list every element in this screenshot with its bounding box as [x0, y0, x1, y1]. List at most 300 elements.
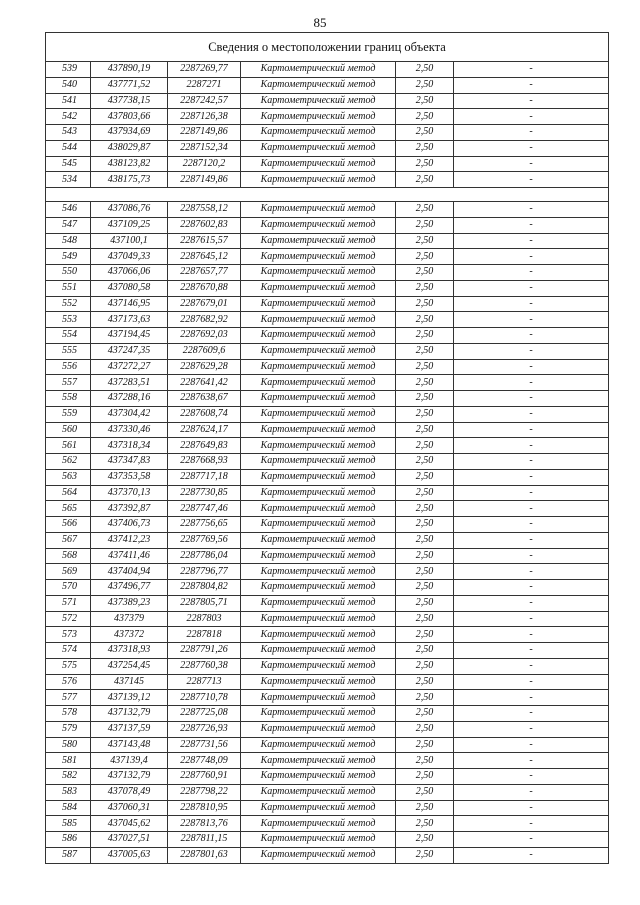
cell-description: - — [454, 109, 609, 125]
cell-coord-x: 437137,59 — [91, 721, 168, 737]
cell-coord-x: 437406,73 — [91, 517, 168, 533]
cell-description: - — [454, 847, 609, 863]
table-row — [46, 406, 609, 422]
cell-point-number: 564 — [46, 485, 91, 501]
table-row — [46, 280, 609, 296]
cell-method: Картометрический метод — [241, 469, 396, 485]
cell-coord-y: 2287638,67 — [168, 391, 241, 407]
cell-description: - — [454, 202, 609, 218]
cell-point-number: 544 — [46, 140, 91, 156]
cell-coord-x: 437412,23 — [91, 532, 168, 548]
table-row — [46, 832, 609, 848]
cell-point-number: 571 — [46, 595, 91, 611]
cell-coord-y: 2287645,12 — [168, 249, 241, 265]
table-row — [46, 156, 609, 172]
cell-point-number: 577 — [46, 690, 91, 706]
cell-precision: 2,50 — [396, 406, 454, 422]
cell-method: Картометрический метод — [241, 422, 396, 438]
cell-coord-y: 2287126,38 — [168, 109, 241, 125]
cell-coord-x: 437086,76 — [91, 202, 168, 218]
cell-coord-x: 438175,73 — [91, 172, 168, 188]
cell-coord-y: 2287796,77 — [168, 564, 241, 580]
cell-precision: 2,50 — [396, 769, 454, 785]
cell-coord-y: 2287682,92 — [168, 312, 241, 328]
cell-description: - — [454, 312, 609, 328]
table-row — [46, 564, 609, 580]
cell-point-number: 541 — [46, 93, 91, 109]
cell-coord-x: 437143,48 — [91, 737, 168, 753]
cell-coord-y: 2287803 — [168, 611, 241, 627]
cell-precision: 2,50 — [396, 784, 454, 800]
cell-point-number: 580 — [46, 737, 91, 753]
cell-coord-x: 437173,63 — [91, 312, 168, 328]
cell-point-number: 552 — [46, 296, 91, 312]
table-row — [46, 706, 609, 722]
table-row — [46, 359, 609, 375]
cell-description: - — [454, 265, 609, 281]
table-row — [46, 690, 609, 706]
table-row — [46, 217, 609, 233]
cell-coord-x: 437109,25 — [91, 217, 168, 233]
table-row — [46, 249, 609, 265]
cell-method: Картометрический метод — [241, 454, 396, 470]
cell-precision: 2,50 — [396, 690, 454, 706]
cell-coord-y: 2287713 — [168, 674, 241, 690]
cell-precision: 2,50 — [396, 532, 454, 548]
table-row — [46, 501, 609, 517]
cell-precision: 2,50 — [396, 627, 454, 643]
cell-description: - — [454, 784, 609, 800]
cell-description: - — [454, 800, 609, 816]
cell-coord-y: 2287748,09 — [168, 753, 241, 769]
cell-method: Картометрический метод — [241, 156, 396, 172]
cell-method: Картометрический метод — [241, 328, 396, 344]
cell-coord-x: 437132,79 — [91, 706, 168, 722]
cell-coord-y: 2287558,12 — [168, 202, 241, 218]
cell-coord-y: 2287269,77 — [168, 62, 241, 78]
cell-coord-y: 2287810,95 — [168, 800, 241, 816]
cell-coord-x: 437194,45 — [91, 328, 168, 344]
cell-description: - — [454, 438, 609, 454]
cell-precision: 2,50 — [396, 359, 454, 375]
cell-point-number: 553 — [46, 312, 91, 328]
cell-coord-x: 437145 — [91, 674, 168, 690]
cell-precision: 2,50 — [396, 249, 454, 265]
cell-coord-x: 437379 — [91, 611, 168, 627]
cell-coord-y: 2287791,26 — [168, 643, 241, 659]
cell-coord-x: 437132,79 — [91, 769, 168, 785]
cell-description: - — [454, 674, 609, 690]
cell-coord-x: 437934,69 — [91, 125, 168, 141]
cell-coord-x: 437372 — [91, 627, 168, 643]
cell-point-number: 542 — [46, 109, 91, 125]
cell-point-number: 557 — [46, 375, 91, 391]
cell-precision: 2,50 — [396, 93, 454, 109]
table-title: Сведения о местоположении границ объекта — [46, 33, 609, 62]
cell-coord-y: 2287798,22 — [168, 784, 241, 800]
cell-precision: 2,50 — [396, 501, 454, 517]
cell-point-number: 561 — [46, 438, 91, 454]
table-row — [46, 580, 609, 596]
cell-precision: 2,50 — [396, 202, 454, 218]
cell-description: - — [454, 406, 609, 422]
cell-precision: 2,50 — [396, 674, 454, 690]
cell-method: Картометрический метод — [241, 172, 396, 188]
table-row — [46, 265, 609, 281]
cell-description: - — [454, 296, 609, 312]
cell-point-number: 549 — [46, 249, 91, 265]
cell-coord-x: 437404,94 — [91, 564, 168, 580]
cell-coord-y: 2287813,76 — [168, 816, 241, 832]
cell-coord-y: 2287679,01 — [168, 296, 241, 312]
cell-point-number: 534 — [46, 172, 91, 188]
table-row — [46, 202, 609, 218]
cell-description: - — [454, 706, 609, 722]
cell-point-number: 554 — [46, 328, 91, 344]
cell-method: Картометрический метод — [241, 800, 396, 816]
cell-point-number: 567 — [46, 532, 91, 548]
cell-description: - — [454, 280, 609, 296]
cell-method: Картометрический метод — [241, 501, 396, 517]
cell-description: - — [454, 375, 609, 391]
cell-coord-y: 2287692,03 — [168, 328, 241, 344]
cell-description: - — [454, 328, 609, 344]
cell-coord-x: 437005,63 — [91, 847, 168, 863]
cell-coord-y: 2287726,93 — [168, 721, 241, 737]
cell-description: - — [454, 753, 609, 769]
cell-description: - — [454, 343, 609, 359]
cell-point-number: 575 — [46, 658, 91, 674]
cell-precision: 2,50 — [396, 62, 454, 78]
cell-description: - — [454, 737, 609, 753]
cell-method: Картометрический метод — [241, 375, 396, 391]
cell-coord-x: 438029,87 — [91, 140, 168, 156]
table-row — [46, 548, 609, 564]
cell-coord-x: 437288,16 — [91, 391, 168, 407]
cell-coord-x: 437738,15 — [91, 93, 168, 109]
table-row — [46, 343, 609, 359]
cell-precision: 2,50 — [396, 125, 454, 141]
contour-separator-row — [46, 188, 609, 202]
cell-method: Картометрический метод — [241, 532, 396, 548]
cell-coord-y: 2287668,93 — [168, 454, 241, 470]
table-row — [46, 328, 609, 344]
cell-description: - — [454, 391, 609, 407]
table-row — [46, 422, 609, 438]
table-row — [46, 296, 609, 312]
cell-point-number: 560 — [46, 422, 91, 438]
cell-coord-y: 2287609,6 — [168, 343, 241, 359]
table-row — [46, 312, 609, 328]
cell-coord-x: 437254,45 — [91, 658, 168, 674]
cell-description: - — [454, 93, 609, 109]
cell-description: - — [454, 77, 609, 93]
cell-point-number: 547 — [46, 217, 91, 233]
cell-description: - — [454, 658, 609, 674]
cell-precision: 2,50 — [396, 233, 454, 249]
cell-precision: 2,50 — [396, 217, 454, 233]
cell-method: Картометрический метод — [241, 438, 396, 454]
table-row — [46, 375, 609, 391]
cell-precision: 2,50 — [396, 737, 454, 753]
cell-method: Картометрический метод — [241, 580, 396, 596]
cell-point-number: 559 — [46, 406, 91, 422]
cell-point-number: 551 — [46, 280, 91, 296]
cell-coord-y: 2287786,04 — [168, 548, 241, 564]
cell-coord-y: 2287760,91 — [168, 769, 241, 785]
cell-method: Картометрический метод — [241, 485, 396, 501]
cell-point-number: 574 — [46, 643, 91, 659]
cell-coord-y: 2287747,46 — [168, 501, 241, 517]
cell-coord-y: 2287615,57 — [168, 233, 241, 249]
cell-precision: 2,50 — [396, 454, 454, 470]
cell-method: Картометрический метод — [241, 140, 396, 156]
table-row — [46, 595, 609, 611]
cell-point-number: 555 — [46, 343, 91, 359]
cell-precision: 2,50 — [396, 832, 454, 848]
cell-description: - — [454, 517, 609, 533]
cell-method: Картометрический метод — [241, 280, 396, 296]
cell-coord-x: 437803,66 — [91, 109, 168, 125]
cell-method: Картометрический метод — [241, 406, 396, 422]
cell-method: Картометрический метод — [241, 690, 396, 706]
cell-coord-x: 437318,93 — [91, 643, 168, 659]
cell-method: Картометрический метод — [241, 202, 396, 218]
cell-description: - — [454, 832, 609, 848]
cell-point-number: 581 — [46, 753, 91, 769]
cell-method: Картометрический метод — [241, 816, 396, 832]
cell-description: - — [454, 172, 609, 188]
cell-precision: 2,50 — [396, 438, 454, 454]
cell-point-number: 563 — [46, 469, 91, 485]
cell-coord-y: 2287242,57 — [168, 93, 241, 109]
cell-method: Картометрический метод — [241, 296, 396, 312]
cell-precision: 2,50 — [396, 643, 454, 659]
cell-coord-x: 437027,51 — [91, 832, 168, 848]
table-row — [46, 643, 609, 659]
cell-point-number: 584 — [46, 800, 91, 816]
cell-method: Картометрический метод — [241, 109, 396, 125]
cell-point-number: 550 — [46, 265, 91, 281]
cell-precision: 2,50 — [396, 580, 454, 596]
cell-method: Картометрический метод — [241, 249, 396, 265]
cell-method: Картометрический метод — [241, 548, 396, 564]
cell-point-number: 540 — [46, 77, 91, 93]
cell-point-number: 573 — [46, 627, 91, 643]
cell-description: - — [454, 532, 609, 548]
cell-precision: 2,50 — [396, 611, 454, 627]
table-row — [46, 438, 609, 454]
table-row — [46, 753, 609, 769]
cell-description: - — [454, 359, 609, 375]
cell-precision: 2,50 — [396, 721, 454, 737]
cell-method: Картометрический метод — [241, 343, 396, 359]
cell-precision: 2,50 — [396, 816, 454, 832]
cell-point-number: 579 — [46, 721, 91, 737]
cell-coord-y: 2287271 — [168, 77, 241, 93]
cell-precision: 2,50 — [396, 595, 454, 611]
cell-precision: 2,50 — [396, 658, 454, 674]
cell-coord-y: 2287801,63 — [168, 847, 241, 863]
cell-method: Картометрический метод — [241, 627, 396, 643]
cell-coord-x: 437347,83 — [91, 454, 168, 470]
cell-point-number: 568 — [46, 548, 91, 564]
cell-method: Картометрический метод — [241, 721, 396, 737]
cell-description: - — [454, 769, 609, 785]
cell-method: Картометрический метод — [241, 265, 396, 281]
cell-coord-y: 2287760,38 — [168, 658, 241, 674]
table-body — [46, 33, 609, 864]
cell-description: - — [454, 816, 609, 832]
cell-coord-y: 2287624,17 — [168, 422, 241, 438]
cell-description: - — [454, 564, 609, 580]
cell-method: Картометрический метод — [241, 62, 396, 78]
cell-coord-y: 2287641,42 — [168, 375, 241, 391]
table-row — [46, 674, 609, 690]
cell-point-number: 576 — [46, 674, 91, 690]
cell-method: Картометрический метод — [241, 595, 396, 611]
cell-point-number: 539 — [46, 62, 91, 78]
cell-description: - — [454, 611, 609, 627]
cell-coord-y: 2287805,71 — [168, 595, 241, 611]
cell-method: Картометрический метод — [241, 125, 396, 141]
cell-coord-y: 2287608,74 — [168, 406, 241, 422]
cell-method: Картометрический метод — [241, 517, 396, 533]
table-row — [46, 517, 609, 533]
cell-coord-y: 2287670,88 — [168, 280, 241, 296]
cell-point-number: 578 — [46, 706, 91, 722]
cell-method: Картометрический метод — [241, 706, 396, 722]
cell-coord-y: 2287152,34 — [168, 140, 241, 156]
cell-precision: 2,50 — [396, 422, 454, 438]
cell-description: - — [454, 454, 609, 470]
cell-description: - — [454, 627, 609, 643]
cell-precision: 2,50 — [396, 391, 454, 407]
cell-point-number: 585 — [46, 816, 91, 832]
cell-description: - — [454, 217, 609, 233]
cell-coord-y: 2287818 — [168, 627, 241, 643]
table-row — [46, 140, 609, 156]
table-row — [46, 737, 609, 753]
cell-method: Картометрический метод — [241, 77, 396, 93]
cell-precision: 2,50 — [396, 343, 454, 359]
cell-description: - — [454, 580, 609, 596]
cell-method: Картометрический метод — [241, 312, 396, 328]
cell-description: - — [454, 485, 609, 501]
cell-coord-x: 437272,27 — [91, 359, 168, 375]
cell-point-number: 558 — [46, 391, 91, 407]
cell-coord-x: 437890,19 — [91, 62, 168, 78]
cell-coord-y: 2287731,56 — [168, 737, 241, 753]
cell-point-number: 583 — [46, 784, 91, 800]
table-title-row — [46, 33, 609, 62]
cell-method: Картометрический метод — [241, 784, 396, 800]
cell-point-number: 566 — [46, 517, 91, 533]
cell-coord-x: 437353,58 — [91, 469, 168, 485]
cell-coord-x: 437318,34 — [91, 438, 168, 454]
cell-description: - — [454, 422, 609, 438]
cell-description: - — [454, 643, 609, 659]
cell-description: - — [454, 721, 609, 737]
cell-precision: 2,50 — [396, 280, 454, 296]
cell-precision: 2,50 — [396, 312, 454, 328]
cell-coord-x: 437283,51 — [91, 375, 168, 391]
cell-point-number: 545 — [46, 156, 91, 172]
cell-coord-y: 2287769,56 — [168, 532, 241, 548]
cell-point-number: 546 — [46, 202, 91, 218]
cell-coord-x: 437389,23 — [91, 595, 168, 611]
cell-precision: 2,50 — [396, 564, 454, 580]
page-number: 85 — [313, 15, 327, 30]
cell-description: - — [454, 156, 609, 172]
cell-point-number: 570 — [46, 580, 91, 596]
cell-precision: 2,50 — [396, 753, 454, 769]
cell-precision: 2,50 — [396, 375, 454, 391]
table-row — [46, 847, 609, 863]
cell-method: Картометрический метод — [241, 217, 396, 233]
table-row — [46, 125, 609, 141]
cell-description: - — [454, 548, 609, 564]
cell-coord-x: 437496,77 — [91, 580, 168, 596]
cell-coord-y: 2287149,86 — [168, 125, 241, 141]
cell-coord-x: 437060,31 — [91, 800, 168, 816]
cell-precision: 2,50 — [396, 77, 454, 93]
cell-coord-y: 2287811,15 — [168, 832, 241, 848]
cell-coord-x: 437771,52 — [91, 77, 168, 93]
cell-method: Картометрический метод — [241, 93, 396, 109]
table-row — [46, 77, 609, 93]
cell-point-number: 565 — [46, 501, 91, 517]
cell-method: Картометрический метод — [241, 658, 396, 674]
table-row — [46, 454, 609, 470]
cell-method: Картометрический метод — [241, 391, 396, 407]
cell-description: - — [454, 249, 609, 265]
cell-precision: 2,50 — [396, 265, 454, 281]
table-row — [46, 800, 609, 816]
cell-coord-x: 437392,87 — [91, 501, 168, 517]
cell-coord-y: 2287649,83 — [168, 438, 241, 454]
cell-method: Картометрический метод — [241, 847, 396, 863]
cell-point-number: 586 — [46, 832, 91, 848]
cell-precision: 2,50 — [396, 172, 454, 188]
cell-method: Картометрический метод — [241, 737, 396, 753]
cell-precision: 2,50 — [396, 328, 454, 344]
table-row — [46, 611, 609, 627]
cell-precision: 2,50 — [396, 296, 454, 312]
cell-coord-y: 2287602,83 — [168, 217, 241, 233]
table-row — [46, 784, 609, 800]
separator-cell — [46, 188, 609, 202]
cell-description: - — [454, 469, 609, 485]
cell-coord-y: 2287725,08 — [168, 706, 241, 722]
table-row — [46, 93, 609, 109]
table-row — [46, 485, 609, 501]
cell-point-number: 572 — [46, 611, 91, 627]
cell-method: Картометрический метод — [241, 564, 396, 580]
cell-description: - — [454, 62, 609, 78]
cell-coord-x: 437411,46 — [91, 548, 168, 564]
cell-coord-x: 437080,58 — [91, 280, 168, 296]
cell-coord-y: 2287710,78 — [168, 690, 241, 706]
cell-description: - — [454, 140, 609, 156]
cell-precision: 2,50 — [396, 548, 454, 564]
cell-coord-x: 437370,13 — [91, 485, 168, 501]
cell-method: Картометрический метод — [241, 359, 396, 375]
cell-coord-x: 437049,33 — [91, 249, 168, 265]
cell-precision: 2,50 — [396, 800, 454, 816]
cell-method: Картометрический метод — [241, 753, 396, 769]
cell-method: Картометрический метод — [241, 643, 396, 659]
